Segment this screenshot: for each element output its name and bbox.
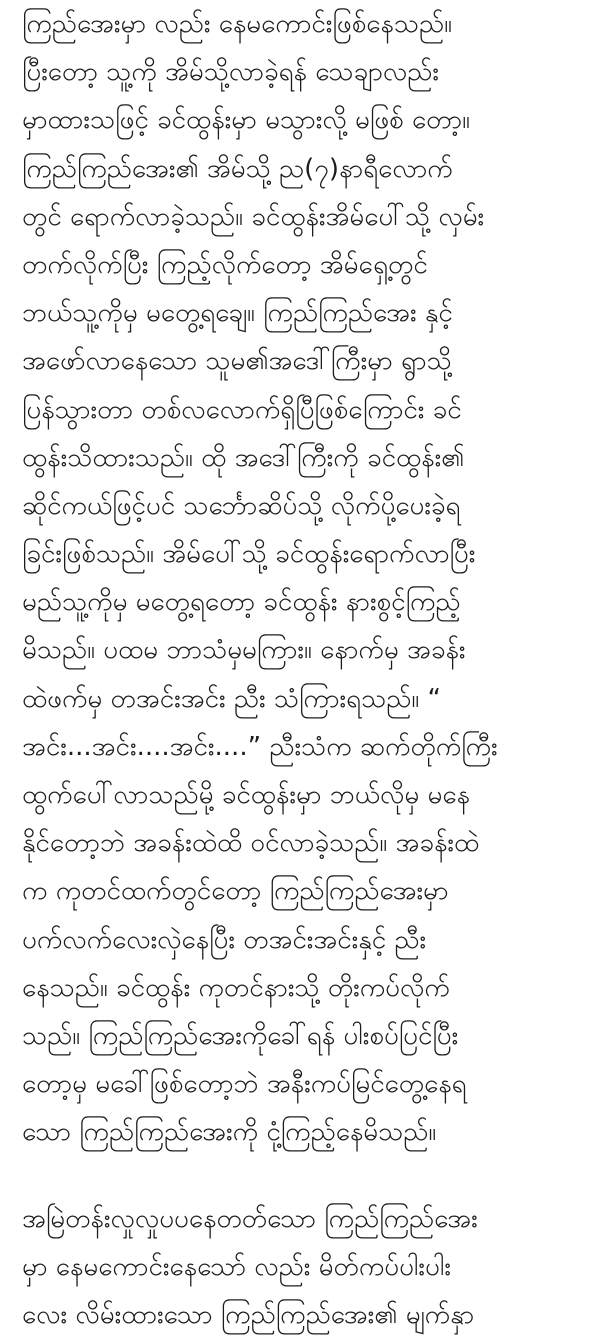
paragraph-1	[22, 0, 592, 1157]
text-line: ကြည်အေးမှာ လည်း နေမကောင်းဖြစ်နေသည်။	[22, 0, 592, 48]
text-line: ပြန်သွားတာ တစ်လလောက်ရှိပြီဖြစ်ကြောင်း ခင်	[22, 386, 592, 434]
text-line: အဖော်လာနေသော သူမ၏အဒေါ်ကြီးမှာ ရွာသို့	[22, 337, 592, 385]
text-line: အင်း...အင်း....အင်း....” ညီးသံက ဆက်တိုက်ကြီး	[22, 723, 592, 771]
text-line: မှာ နေမကောင်းနေသော် လည်း မိတ်ကပ်ပါးပါး	[22, 1243, 592, 1291]
text-line: က ကုတင်ထက်တွင်တော့ ကြည်ကြည်အေးမှာ	[22, 867, 592, 915]
text-line: ပက်လက်လေးလှဲနေပြီး တအင်းအင်းနှင့် ညီး	[22, 916, 592, 964]
text-line: ထွန်းသိထားသည်။ ထို အဒေါ်ကြီးကို ခင်ထွန်း၏	[22, 434, 592, 482]
text-line: တော့မှ မခေါ်ဖြစ်တော့ဘဲ အနီးကပ်မြင်တွေ့နေရ	[22, 1060, 592, 1108]
text-line: မည်သူ့ကိုမှ မတွေ့ရတော့ ခင်ထွန်း နားစွင့်ကြည့်	[22, 578, 592, 626]
paragraph-spacer	[22, 1157, 592, 1195]
text-line: တက်လိုက်ပြီး ကြည့်လိုက်တော့ အိမ်ရှေ့တွင်	[22, 241, 592, 289]
story-text-column	[22, 0, 592, 1339]
text-line: သော ကြည်ကြည်အေးကို ငုံ့ကြည့်နေမိသည်။	[22, 1108, 592, 1156]
text-line: ဘယ်သူ့ကိုမှ မတွေ့ရချေ။ ကြည်ကြည်အေး နှင့်	[22, 289, 592, 337]
text-line: မှာထားသဖြင့် ခင်ထွန်းမှာ မသွားလို့ မဖြစ် တော့။	[22, 96, 592, 144]
text-line: ထဲဖက်မှ တအင်းအင်း ညီး သံကြားရသည်။ “	[22, 675, 592, 723]
text-line: မိသည်။ ပထမ ဘာသံမှမကြား။ နောက်မှ အခန်း	[22, 626, 592, 674]
text-line: လေး လိမ်းထားသော ကြည်ကြည်အေး၏ မျက်နှာ	[22, 1291, 592, 1339]
paragraph-2	[22, 1195, 592, 1339]
text-line: နေသည်။ ခင်ထွန်း ကုတင်နားသို့ တိုးကပ်လိုက်	[22, 964, 592, 1012]
text-line: တွင် ရောက်လာခဲ့သည်။ ခင်ထွန်းအိမ်ပေါ်သို့ လှမ်း	[22, 193, 592, 241]
text-line: ပြီးတော့ သူ့ကို အိမ်သို့လာခဲ့ရန် သေချာလည်း	[22, 48, 592, 96]
text-line: ခြင်းဖြစ်သည်။ အိမ်ပေါ်သို့ ခင်ထွန်းရောက်လာပြီး	[22, 530, 592, 578]
text-line: အမြဲတန်းလှုလှုပပနေတတ်သော ကြည်ကြည်အေး	[22, 1195, 592, 1243]
text-line: နိုင်တော့ဘဲ အခန်းထဲထိ ဝင်လာခဲ့သည်။ အခန်းထဲ	[22, 819, 592, 867]
text-line: သည်။ ကြည်ကြည်အေးကိုခေါ်ရန် ပါးစပ်ပြင်ပြီး	[22, 1012, 592, 1060]
text-line: ထွက်ပေါ်လာသည်မို့ ခင်ထွန်းမှာ ဘယ်လိုမှ မနေ	[22, 771, 592, 819]
text-line: ဆိုင်ကယ်ဖြင့်ပင် သင်္ဘောဆိပ်သို့ လိုက်ပို့ပေးခဲ့ရ	[22, 482, 592, 530]
text-line: ကြည်ကြည်အေး၏ အိမ်သို့ ည(၇)နာရီလောက်	[22, 145, 592, 193]
